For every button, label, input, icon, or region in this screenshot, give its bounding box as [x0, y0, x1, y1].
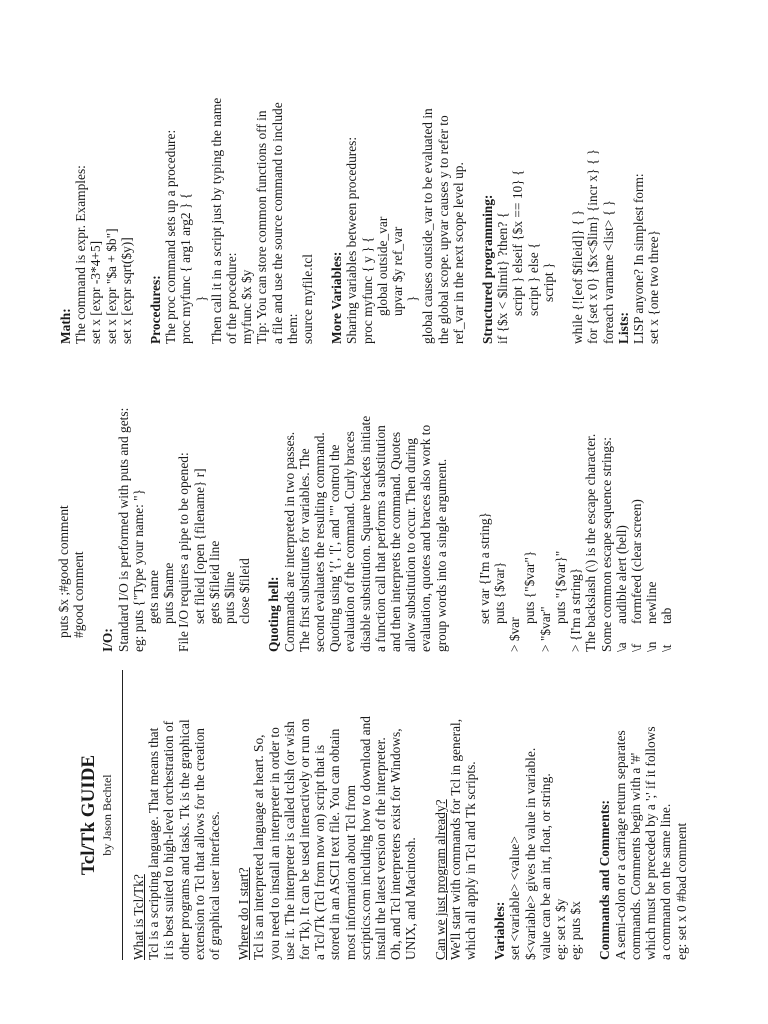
text-line: ref_var in the next scope level up. [450, 162, 466, 344]
text-line: them: [284, 313, 300, 344]
where-paragraph [251, 670, 418, 960]
comment-examples [56, 362, 86, 652]
column-3 [58, 52, 661, 344]
code-line: puts $x ;#good comment [56, 505, 71, 638]
code-line: script } elseif {$x == 10} { [510, 169, 526, 316]
text-line: The proc command sets up a procedure: [163, 129, 179, 344]
math-paragraph [73, 52, 134, 344]
code-line: set var {I'm a string} [476, 512, 492, 624]
escape-desc: audible alert (bell) [613, 525, 629, 624]
comments-paragraph [613, 670, 689, 960]
quoting-heading: Quoting hell: [266, 576, 282, 652]
escape-desc: formfeed (clear screen) [628, 499, 644, 624]
text-line: which all apply in Tcl and Tk scripts. [463, 761, 479, 960]
escape-key: \f [628, 643, 644, 652]
escape-list [614, 362, 675, 652]
text-line: File I/O requires a pipe to be opened: [176, 452, 192, 652]
lists-heading: Lists: [615, 312, 631, 344]
text-line: Some common escape sequence strings: [598, 437, 614, 652]
text-line: a command on the same line. [658, 803, 674, 960]
structured-paragraph [495, 52, 615, 344]
text-line: most information about Tcl from [342, 784, 358, 960]
text-line: install the latest version of the interpreter. [373, 737, 389, 960]
code-line: while {![eof $fileid]} { } [570, 209, 586, 344]
code-line: } [193, 295, 209, 302]
math-heading: Math: [58, 308, 73, 344]
code-line: script } [540, 262, 556, 302]
text-line: of graphical user interfaces. [207, 811, 223, 960]
procedures-heading: Procedures: [148, 275, 164, 344]
text-line: The command is expr. Examples: [73, 165, 89, 344]
code-line: myfunc $x $y [239, 269, 255, 344]
text-line: A semi-colon or a carriage return separates [612, 730, 628, 960]
document-title: Tcl/Tk GUIDE [78, 754, 99, 876]
code-line: puts {$var} [492, 561, 508, 624]
escape-desc: newline [644, 581, 660, 624]
text-line: LISP anyone? In simplest form: [630, 173, 646, 344]
code-line: set x [expr "$a + $b"] [103, 228, 119, 344]
code-line: set x {one two three} [646, 230, 662, 344]
escape-row [629, 362, 644, 652]
variables-paragraph [507, 670, 583, 960]
text-line: use it. The interpreter is called tclsh (or wish [281, 721, 297, 960]
escape-row [644, 362, 659, 652]
text-line: other programs and tasks. Tk is the graphical [176, 719, 192, 960]
io-heading: I/O: [100, 628, 116, 652]
escape-key: \n [644, 641, 660, 652]
program-heading: Can we just program already? [432, 799, 448, 960]
io-paragraph [116, 362, 253, 652]
text-line: a function call that performs a substitution [372, 425, 388, 652]
code-line: set fileid [open {filename} r] [191, 468, 207, 624]
escape-row [614, 362, 629, 652]
code-line: eg: puts {"Type your name: "} [130, 488, 146, 652]
text-line: Commands are interpreted in two passes. [281, 431, 297, 652]
code-line: upvar $y ref_var [390, 226, 406, 316]
code-line: gets name [146, 570, 162, 624]
code-line: script } else { [525, 242, 541, 316]
escape-key: \a [613, 642, 629, 652]
escape-desc: tab [659, 607, 675, 624]
text-line: eg: puts $x [568, 901, 584, 960]
tip-line: Tip: You can store common functions off in [254, 110, 270, 344]
text-line: the global scope. upvar causes y to refer to [435, 115, 451, 344]
code-line: puts $name [161, 562, 177, 624]
output-line: > {I'm a string} [568, 567, 584, 652]
code-line: puts {"$var"} [522, 550, 538, 624]
text-line: and then interprets the command. Quotes [388, 431, 404, 652]
variables-heading: Variables: [492, 901, 508, 960]
procedures-paragraph [163, 52, 315, 344]
column-2 [56, 362, 675, 652]
code-line: proc myfunc { arg1 arg2 } { [178, 192, 194, 344]
text-line: eg: set x 0 #bad comment [673, 822, 689, 960]
more-variables-heading: More Variables: [329, 251, 345, 344]
text-line: extension to Tcl that allows for the creation [191, 728, 207, 960]
code-line: puts $line [222, 571, 238, 624]
text-line: second evaluates the resulting command. [312, 432, 328, 652]
text-line: you need to install an interpreter in order to [266, 727, 282, 960]
text-line: Sharing variables between procedures: [344, 136, 360, 344]
text-line: a file and use the source command to include [269, 102, 285, 344]
what-heading: What is Tcl/Tk? [131, 874, 146, 960]
code-line: close $fileid [237, 558, 253, 624]
text-line: Then call it in a script just by typing the name [208, 97, 224, 344]
code-line: #good comment [71, 551, 87, 638]
code-line: for {set x 0} {$x<$lim} {incr x} { } [585, 148, 601, 344]
code-line: gets $fileid line [206, 540, 222, 624]
text-line: global causes outside_var to be evaluated in [420, 108, 436, 344]
structured-heading: Structured programming: [480, 194, 496, 344]
code-line: set x [expr sqrt($y)] [118, 237, 134, 344]
escape-key: \t [659, 644, 675, 652]
title-divider [122, 670, 123, 960]
text-line: group words into a single argument. [433, 458, 449, 652]
code-line: puts "{$var}" [552, 550, 568, 624]
text-line: Tcl is a scripting language. That means that [146, 727, 162, 960]
text-line: We'll start with commands for Tcl in general, [447, 718, 463, 960]
lists-paragraph [631, 52, 661, 344]
program-paragraph [448, 670, 478, 960]
text-line: Oh, and Tcl interpreters exist for Windows, [388, 728, 404, 960]
text-line: set <variable> <value> [507, 836, 523, 960]
code-line: foreach varname <list> { } [600, 200, 616, 344]
text-line: of the procedure: [224, 252, 240, 344]
column-1 [70, 670, 689, 960]
comments-heading: Commands and Comments: [597, 800, 613, 960]
where-heading: Where do I start? [236, 867, 252, 960]
code-line: set x [expr -3*4+5] [88, 240, 104, 344]
code-line: source myfile.tcl [300, 254, 316, 344]
text-line: Standard I/O is performed with puts and gets: [115, 407, 131, 652]
text-line: a Tcl/Tk (Tcl from now on) script that is [312, 744, 328, 960]
output-line: > $var [507, 617, 523, 652]
more-variables-paragraph [344, 52, 466, 344]
code-line: proc myfunc { y } { [359, 236, 375, 344]
text-line: eg: set x $y [553, 898, 569, 960]
code-line: global outside_var [374, 216, 390, 316]
text-line: for Tk). It can be used interactively or run on [297, 718, 313, 960]
text-line: $<variable> gives the value in variable. [522, 747, 538, 960]
text-line: commands. Comments begin with a '#' [627, 752, 643, 960]
output-line: > "$var" [537, 606, 553, 652]
text-line: The backslash (\) is the escape character. [583, 433, 599, 652]
quoting-paragraph [282, 362, 449, 652]
text-line: UNIX, and Macintosh. [403, 837, 419, 960]
code-line: } [405, 295, 421, 302]
text-line: scriptics.com including how to download and [357, 716, 373, 960]
escape-row [659, 362, 674, 652]
text-line: The first substitutes for variables. The [296, 448, 312, 652]
quoting-examples [477, 362, 583, 652]
text-line: stored in an ASCII text file. You can obtain [327, 728, 343, 960]
text-line: it is best suited to high-level orchestration of [161, 720, 177, 960]
text-line: Quoting using '{', '[', and '"' control the [327, 444, 343, 652]
text-line: which must be preceded by a ';' if it follows [643, 726, 659, 960]
text-line: disable substitution. Square brackets initiate [357, 415, 373, 652]
text-line: allow substitution to occur. Then during [403, 438, 419, 652]
code-line: if {$x < $limit} ?then? { [495, 211, 511, 344]
text-line: evaluation of the command. Curly braces [342, 431, 358, 652]
document-byline: by Jason Bechtel [100, 774, 114, 856]
text-line: Tcl is an interpreted language at heart. So, [251, 734, 267, 960]
text-line: value can be an int, float, or string. [537, 773, 553, 960]
what-paragraph [146, 670, 222, 960]
text-line: evaluation, quotes and braces also work to [418, 424, 434, 652]
